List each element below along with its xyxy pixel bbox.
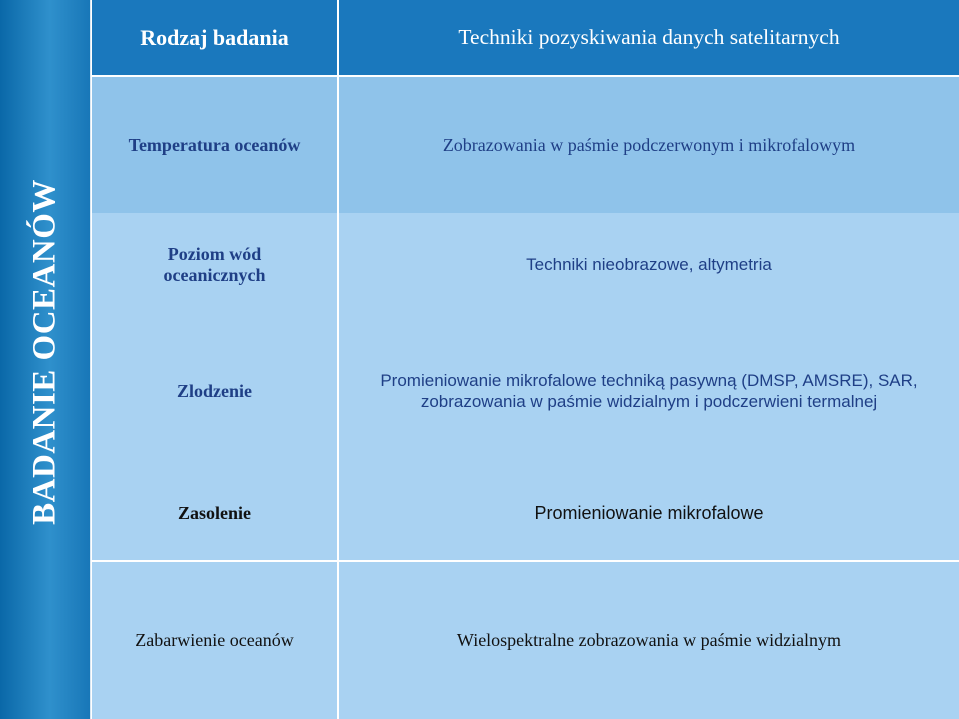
type-label: Temperatura oceanów	[128, 134, 301, 155]
technique-label: Promieniowanie mikrofalowe techniką pasywną (DMSP, AMSRE), SAR, zobrazowania w paśmie widzialnym i podczerwieni termalnej	[380, 371, 918, 411]
type-label: Poziom wód oceanicznych	[163, 243, 266, 285]
row-type-salinity	[92, 466, 337, 560]
row-type-ice	[92, 316, 337, 466]
row-type-sea-level	[92, 213, 337, 316]
type-label: Zabarwienie oceanów	[135, 630, 294, 650]
header-technique: Techniki pozyskiwania danych satelitarnych	[339, 0, 959, 75]
header-type: Rodzaj badania	[92, 0, 337, 75]
side-banner	[0, 0, 91, 719]
row-type-color	[92, 562, 337, 719]
technique-label: Wielospektralne zobrazowania w paśmie widzialnym	[456, 630, 842, 650]
row-divider	[92, 560, 959, 562]
type-label: Zasolenie	[177, 502, 251, 523]
row-type-temperature	[92, 77, 337, 213]
header-divider	[92, 75, 959, 77]
technique-label: Promieniowanie mikrofalowe	[534, 502, 764, 523]
technique-label: Zobrazowania w paśmie podczerwonym i mikrofalowym	[442, 134, 856, 155]
technique-label: Techniki nieobrazowe, altymetria	[526, 255, 772, 274]
row-technique-temperature	[339, 77, 959, 213]
column-divider	[337, 0, 339, 719]
row-technique-ice	[339, 316, 959, 466]
side-label: BADANIE OCEANÓW	[26, 179, 63, 525]
row-technique-color	[339, 562, 959, 719]
row-technique-sea-level	[339, 213, 959, 316]
type-label: Zlodzenie	[177, 380, 252, 401]
row-technique-salinity	[339, 466, 959, 560]
